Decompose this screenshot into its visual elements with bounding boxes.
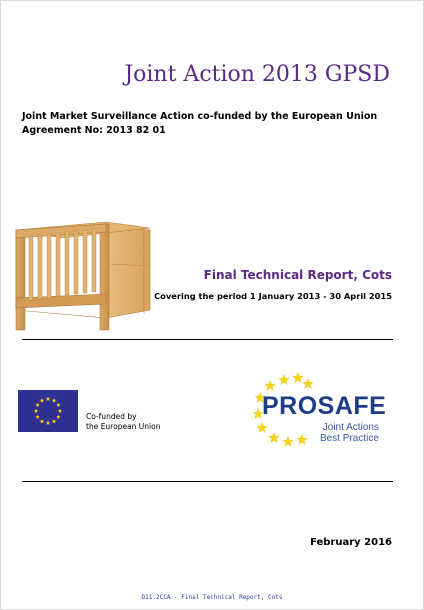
- page-title: Joint Action 2013 GPSD: [124, 62, 390, 87]
- agreement-number: Agreement No: 2013 82 01: [22, 125, 166, 136]
- cofunded-text: [86, 412, 160, 432]
- prosafe-star: [257, 423, 267, 433]
- prosafe-star: [293, 373, 303, 383]
- eu-flag-icon: [18, 390, 78, 432]
- prosafe-star: [265, 381, 275, 391]
- cofunded-line-2: the European Union: [86, 422, 161, 431]
- report-date: February 2016: [310, 537, 392, 548]
- divider-top: [22, 339, 393, 340]
- prosafe-star: [279, 375, 289, 385]
- divider-bottom: [22, 481, 393, 482]
- prosafe-star: [303, 379, 313, 389]
- prosafe-star: [269, 433, 279, 443]
- report-period: Covering the period 1 January 2013 - 30 April 2015: [154, 291, 392, 301]
- subtitle-block: [22, 110, 412, 138]
- page-footer: D11.2CCA - Final Technical Report, Cots: [141, 594, 283, 601]
- cofunded-line-1: Co-funded by: [86, 412, 137, 421]
- prosafe-tagline-1: Joint Actions: [322, 422, 379, 433]
- prosafe-star: [283, 437, 293, 447]
- prosafe-tagline-2: Best Practice: [320, 433, 379, 444]
- prosafe-tagline: [320, 422, 379, 444]
- prosafe-star: [297, 435, 307, 445]
- prosafe-logo-text: PROSAFE: [262, 392, 387, 420]
- subtitle-line-1: Joint Market Surveillance Action co-funded by the European Union: [22, 111, 378, 122]
- report-title: Final Technical Report, Cots: [203, 268, 392, 282]
- cot-image: [14, 214, 152, 332]
